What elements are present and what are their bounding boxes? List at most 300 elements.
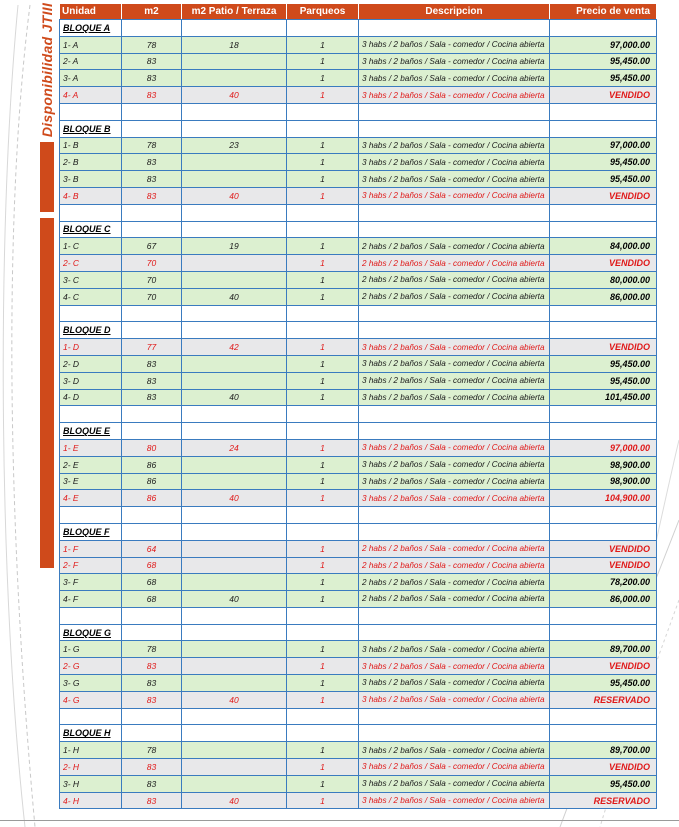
unit-cell: 1- E [60, 439, 122, 456]
empty-cell [182, 20, 287, 37]
description-cell: 3 habs / 2 baños / Sala - comedor / Cocina abierta [359, 355, 550, 372]
empty-cell [182, 725, 287, 742]
unit-cell: 2- F [60, 557, 122, 574]
patio-cell [182, 171, 287, 188]
empty-cell [182, 523, 287, 540]
empty-cell [550, 406, 657, 423]
table-row [60, 473, 657, 490]
patio-cell [182, 658, 287, 675]
empty-cell [122, 423, 182, 440]
unit-cell: 1- D [60, 339, 122, 356]
patio-cell: 40 [182, 792, 287, 809]
parking-cell: 1 [287, 792, 359, 809]
parking-cell: 1 [287, 238, 359, 255]
parking-cell: 1 [287, 473, 359, 490]
patio-cell: 18 [182, 36, 287, 53]
description-cell: 3 habs / 2 baños / Sala - comedor / Cocina abierta [359, 641, 550, 658]
empty-cell [359, 120, 550, 137]
price-cell: 97,000.00 [550, 36, 657, 53]
unit-cell: 3- E [60, 473, 122, 490]
empty-cell [359, 204, 550, 221]
empty-cell [359, 423, 550, 440]
empty-cell [122, 120, 182, 137]
unit-cell: 1- H [60, 742, 122, 759]
header-unit: Unidad [60, 4, 122, 20]
m2-cell: 83 [122, 389, 182, 406]
table-row [60, 540, 657, 557]
table-row [60, 658, 657, 675]
description-cell: 3 habs / 2 baños / Sala - comedor / Cocina abierta [359, 372, 550, 389]
unit-cell: 3- H [60, 775, 122, 792]
empty-cell [182, 423, 287, 440]
parking-cell: 1 [287, 53, 359, 70]
empty-cell [550, 204, 657, 221]
price-cell: 84,000.00 [550, 238, 657, 255]
price-cell: 89,700.00 [550, 641, 657, 658]
empty-cell [550, 322, 657, 339]
empty-cell [550, 725, 657, 742]
description-cell: 2 habs / 2 baños / Sala - comedor / Cocina abierta [359, 591, 550, 608]
description-cell: 3 habs / 2 baños / Sala - comedor / Cocina abierta [359, 439, 550, 456]
empty-cell [359, 523, 550, 540]
spacer-row [60, 305, 657, 322]
empty-cell [60, 103, 122, 120]
bottom-divider [0, 820, 679, 821]
patio-cell [182, 154, 287, 171]
parking-cell: 1 [287, 36, 359, 53]
description-cell: 3 habs / 2 baños / Sala - comedor / Cocina abierta [359, 473, 550, 490]
patio-cell: 40 [182, 389, 287, 406]
header-description: Descripcion [359, 4, 550, 20]
empty-cell [287, 624, 359, 641]
availability-table-container [59, 3, 656, 809]
empty-cell [60, 305, 122, 322]
empty-cell [60, 507, 122, 524]
empty-cell [122, 305, 182, 322]
empty-cell [550, 20, 657, 37]
patio-cell: 24 [182, 439, 287, 456]
price-cell: 95,450.00 [550, 675, 657, 692]
patio-cell [182, 675, 287, 692]
price-cell: 95,450.00 [550, 70, 657, 87]
spacer-row [60, 708, 657, 725]
m2-cell: 78 [122, 137, 182, 154]
empty-cell [60, 204, 122, 221]
unit-cell: 4- H [60, 792, 122, 809]
price-cell: 89,700.00 [550, 742, 657, 759]
patio-cell [182, 540, 287, 557]
m2-cell: 83 [122, 675, 182, 692]
parking-cell: 1 [287, 339, 359, 356]
empty-cell [550, 507, 657, 524]
empty-cell [359, 322, 550, 339]
table-row [60, 171, 657, 188]
parking-cell: 1 [287, 154, 359, 171]
empty-cell [550, 607, 657, 624]
price-cell: 98,900.00 [550, 456, 657, 473]
patio-cell [182, 742, 287, 759]
patio-cell: 40 [182, 691, 287, 708]
patio-cell: 40 [182, 288, 287, 305]
m2-cell: 64 [122, 540, 182, 557]
unit-cell: 2- A [60, 53, 122, 70]
parking-cell: 1 [287, 271, 359, 288]
empty-cell [122, 406, 182, 423]
price-cell: 86,000.00 [550, 288, 657, 305]
patio-cell [182, 574, 287, 591]
patio-cell [182, 271, 287, 288]
unit-cell: 2- B [60, 154, 122, 171]
block-header-row [60, 20, 657, 37]
table-row [60, 187, 657, 204]
block-header-row [60, 322, 657, 339]
m2-cell: 78 [122, 742, 182, 759]
empty-cell [550, 305, 657, 322]
m2-cell: 86 [122, 490, 182, 507]
empty-cell [122, 607, 182, 624]
m2-cell: 83 [122, 187, 182, 204]
price-cell: 98,900.00 [550, 473, 657, 490]
empty-cell [182, 103, 287, 120]
parking-cell: 1 [287, 675, 359, 692]
empty-cell [287, 507, 359, 524]
description-cell: 3 habs / 2 baños / Sala - comedor / Cocina abierta [359, 675, 550, 692]
parking-cell: 1 [287, 355, 359, 372]
table-row [60, 591, 657, 608]
description-cell: 2 habs / 2 baños / Sala - comedor / Cocina abierta [359, 574, 550, 591]
price-cell: VENDIDO [550, 658, 657, 675]
header-parking: Parqueos [287, 4, 359, 20]
block-name: BLOQUE A [60, 20, 122, 37]
m2-cell: 68 [122, 591, 182, 608]
empty-cell [182, 507, 287, 524]
patio-cell [182, 775, 287, 792]
m2-cell: 83 [122, 53, 182, 70]
empty-cell [122, 221, 182, 238]
unit-cell: 1- F [60, 540, 122, 557]
empty-cell [359, 20, 550, 37]
parking-cell: 1 [287, 574, 359, 591]
table-row [60, 792, 657, 809]
empty-cell [550, 423, 657, 440]
empty-cell [359, 607, 550, 624]
empty-cell [122, 20, 182, 37]
header-patio: m2 Patio / Terraza [182, 4, 287, 20]
block-name: BLOQUE B [60, 120, 122, 137]
unit-cell: 4- A [60, 87, 122, 104]
unit-cell: 3- B [60, 171, 122, 188]
patio-cell [182, 473, 287, 490]
price-cell: 95,450.00 [550, 775, 657, 792]
table-row [60, 775, 657, 792]
empty-cell [182, 221, 287, 238]
empty-cell [359, 624, 550, 641]
description-cell: 2 habs / 2 baños / Sala - comedor / Cocina abierta [359, 288, 550, 305]
m2-cell: 83 [122, 759, 182, 776]
empty-cell [182, 624, 287, 641]
parking-cell: 1 [287, 439, 359, 456]
empty-cell [287, 221, 359, 238]
description-cell: 3 habs / 2 baños / Sala - comedor / Cocina abierta [359, 389, 550, 406]
patio-cell [182, 557, 287, 574]
patio-cell [182, 372, 287, 389]
unit-cell: 2- G [60, 658, 122, 675]
table-row [60, 53, 657, 70]
patio-cell: 40 [182, 87, 287, 104]
side-title: Disponibilidad JTIII [39, 2, 55, 138]
price-cell: 95,450.00 [550, 154, 657, 171]
description-cell: 3 habs / 2 baños / Sala - comedor / Cocina abierta [359, 154, 550, 171]
spacer-row [60, 406, 657, 423]
description-cell: 3 habs / 2 baños / Sala - comedor / Cocina abierta [359, 137, 550, 154]
price-cell: 101,450.00 [550, 389, 657, 406]
table-row [60, 70, 657, 87]
m2-cell: 77 [122, 339, 182, 356]
unit-cell: 1- C [60, 238, 122, 255]
unit-cell: 4- C [60, 288, 122, 305]
description-cell: 2 habs / 2 baños / Sala - comedor / Cocina abierta [359, 540, 550, 557]
table-body [60, 20, 657, 809]
unit-cell: 2- H [60, 759, 122, 776]
m2-cell: 78 [122, 36, 182, 53]
table-row [60, 238, 657, 255]
table-row [60, 759, 657, 776]
unit-cell: 3- C [60, 271, 122, 288]
empty-cell [287, 20, 359, 37]
parking-cell: 1 [287, 775, 359, 792]
parking-cell: 1 [287, 591, 359, 608]
spacer-row [60, 607, 657, 624]
empty-cell [60, 406, 122, 423]
spacer-row [60, 103, 657, 120]
parking-cell: 1 [287, 759, 359, 776]
unit-cell: 2- E [60, 456, 122, 473]
table-row [60, 87, 657, 104]
empty-cell [122, 204, 182, 221]
empty-cell [359, 221, 550, 238]
m2-cell: 83 [122, 691, 182, 708]
block-header-row [60, 221, 657, 238]
empty-cell [550, 221, 657, 238]
empty-cell [550, 708, 657, 725]
patio-cell [182, 456, 287, 473]
parking-cell: 1 [287, 641, 359, 658]
empty-cell [550, 523, 657, 540]
m2-cell: 70 [122, 255, 182, 272]
price-cell: 95,450.00 [550, 355, 657, 372]
empty-cell [60, 708, 122, 725]
table-row [60, 456, 657, 473]
parking-cell: 1 [287, 171, 359, 188]
parking-cell: 1 [287, 187, 359, 204]
parking-cell: 1 [287, 288, 359, 305]
m2-cell: 70 [122, 271, 182, 288]
description-cell: 2 habs / 2 baños / Sala - comedor / Cocina abierta [359, 271, 550, 288]
m2-cell: 78 [122, 641, 182, 658]
m2-cell: 83 [122, 70, 182, 87]
empty-cell [287, 305, 359, 322]
empty-cell [287, 725, 359, 742]
description-cell: 2 habs / 2 baños / Sala - comedor / Cocina abierta [359, 255, 550, 272]
unit-cell: 4- B [60, 187, 122, 204]
parking-cell: 1 [287, 372, 359, 389]
description-cell: 3 habs / 2 baños / Sala - comedor / Cocina abierta [359, 691, 550, 708]
description-cell: 3 habs / 2 baños / Sala - comedor / Cocina abierta [359, 742, 550, 759]
empty-cell [287, 708, 359, 725]
unit-cell: 3- A [60, 70, 122, 87]
empty-cell [287, 322, 359, 339]
parking-cell: 1 [287, 557, 359, 574]
price-cell: VENDIDO [550, 187, 657, 204]
table-row [60, 641, 657, 658]
patio-cell [182, 759, 287, 776]
parking-cell: 1 [287, 540, 359, 557]
empty-cell [287, 204, 359, 221]
empty-cell [287, 607, 359, 624]
table-row [60, 255, 657, 272]
unit-cell: 4- E [60, 490, 122, 507]
description-cell: 2 habs / 2 baños / Sala - comedor / Cocina abierta [359, 238, 550, 255]
price-cell: 95,450.00 [550, 53, 657, 70]
patio-cell [182, 53, 287, 70]
description-cell: 3 habs / 2 baños / Sala - comedor / Cocina abierta [359, 339, 550, 356]
m2-cell: 70 [122, 288, 182, 305]
table-row [60, 691, 657, 708]
unit-cell: 1- B [60, 137, 122, 154]
m2-cell: 83 [122, 171, 182, 188]
m2-cell: 83 [122, 775, 182, 792]
side-accent-bar [40, 218, 54, 568]
m2-cell: 83 [122, 792, 182, 809]
m2-cell: 86 [122, 473, 182, 490]
empty-cell [287, 120, 359, 137]
empty-cell [359, 708, 550, 725]
parking-cell: 1 [287, 255, 359, 272]
parking-cell: 1 [287, 389, 359, 406]
empty-cell [287, 523, 359, 540]
empty-cell [359, 305, 550, 322]
empty-cell [122, 624, 182, 641]
empty-cell [287, 423, 359, 440]
m2-cell: 86 [122, 456, 182, 473]
m2-cell: 83 [122, 372, 182, 389]
unit-cell: 2- C [60, 255, 122, 272]
unit-cell: 2- D [60, 355, 122, 372]
parking-cell: 1 [287, 70, 359, 87]
block-header-row [60, 725, 657, 742]
availability-table [59, 3, 657, 809]
price-cell: 78,200.00 [550, 574, 657, 591]
price-cell: 86,000.00 [550, 591, 657, 608]
patio-cell: 19 [182, 238, 287, 255]
parking-cell: 1 [287, 490, 359, 507]
table-row [60, 675, 657, 692]
block-header-row [60, 423, 657, 440]
empty-cell [182, 406, 287, 423]
empty-cell [60, 607, 122, 624]
m2-cell: 67 [122, 238, 182, 255]
table-row [60, 355, 657, 372]
table-row [60, 389, 657, 406]
empty-cell [359, 507, 550, 524]
table-row [60, 154, 657, 171]
unit-cell: 1- G [60, 641, 122, 658]
price-cell: 95,450.00 [550, 171, 657, 188]
price-cell: 97,000.00 [550, 137, 657, 154]
description-cell: 3 habs / 2 baños / Sala - comedor / Cocina abierta [359, 775, 550, 792]
unit-cell: 1- A [60, 36, 122, 53]
empty-cell [287, 103, 359, 120]
parking-cell: 1 [287, 87, 359, 104]
block-name: BLOQUE E [60, 423, 122, 440]
description-cell: 3 habs / 2 baños / Sala - comedor / Cocina abierta [359, 759, 550, 776]
m2-cell: 83 [122, 658, 182, 675]
price-cell: 80,000.00 [550, 271, 657, 288]
empty-cell [122, 725, 182, 742]
unit-cell: 3- F [60, 574, 122, 591]
description-cell: 3 habs / 2 baños / Sala - comedor / Cocina abierta [359, 456, 550, 473]
header-m2: m2 [122, 4, 182, 20]
description-cell: 3 habs / 2 baños / Sala - comedor / Cocina abierta [359, 53, 550, 70]
empty-cell [182, 305, 287, 322]
empty-cell [359, 103, 550, 120]
empty-cell [287, 406, 359, 423]
empty-cell [182, 204, 287, 221]
block-header-row [60, 523, 657, 540]
patio-cell: 23 [182, 137, 287, 154]
empty-cell [122, 322, 182, 339]
unit-cell: 4- D [60, 389, 122, 406]
empty-cell [359, 406, 550, 423]
price-cell: VENDIDO [550, 339, 657, 356]
unit-cell: 4- F [60, 591, 122, 608]
table-row [60, 439, 657, 456]
description-cell: 3 habs / 2 baños / Sala - comedor / Cocina abierta [359, 658, 550, 675]
block-name: BLOQUE H [60, 725, 122, 742]
price-cell: VENDIDO [550, 557, 657, 574]
empty-cell [550, 103, 657, 120]
empty-cell [550, 624, 657, 641]
spacer-row [60, 204, 657, 221]
table-row [60, 372, 657, 389]
patio-cell [182, 355, 287, 372]
parking-cell: 1 [287, 658, 359, 675]
block-name: BLOQUE F [60, 523, 122, 540]
spacer-row [60, 507, 657, 524]
table-row [60, 742, 657, 759]
price-cell: 104,900.00 [550, 490, 657, 507]
patio-cell [182, 641, 287, 658]
m2-cell: 80 [122, 439, 182, 456]
patio-cell: 40 [182, 490, 287, 507]
price-cell: VENDIDO [550, 759, 657, 776]
empty-cell [359, 725, 550, 742]
empty-cell [182, 708, 287, 725]
m2-cell: 68 [122, 574, 182, 591]
table-row [60, 288, 657, 305]
price-cell: 95,450.00 [550, 372, 657, 389]
empty-cell [182, 322, 287, 339]
header-price: Precio de venta [550, 4, 657, 20]
empty-cell [122, 708, 182, 725]
description-cell: 2 habs / 2 baños / Sala - comedor / Cocina abierta [359, 557, 550, 574]
patio-cell: 42 [182, 339, 287, 356]
unit-cell: 3- D [60, 372, 122, 389]
table-row [60, 339, 657, 356]
parking-cell: 1 [287, 691, 359, 708]
m2-cell: 83 [122, 154, 182, 171]
empty-cell [182, 607, 287, 624]
